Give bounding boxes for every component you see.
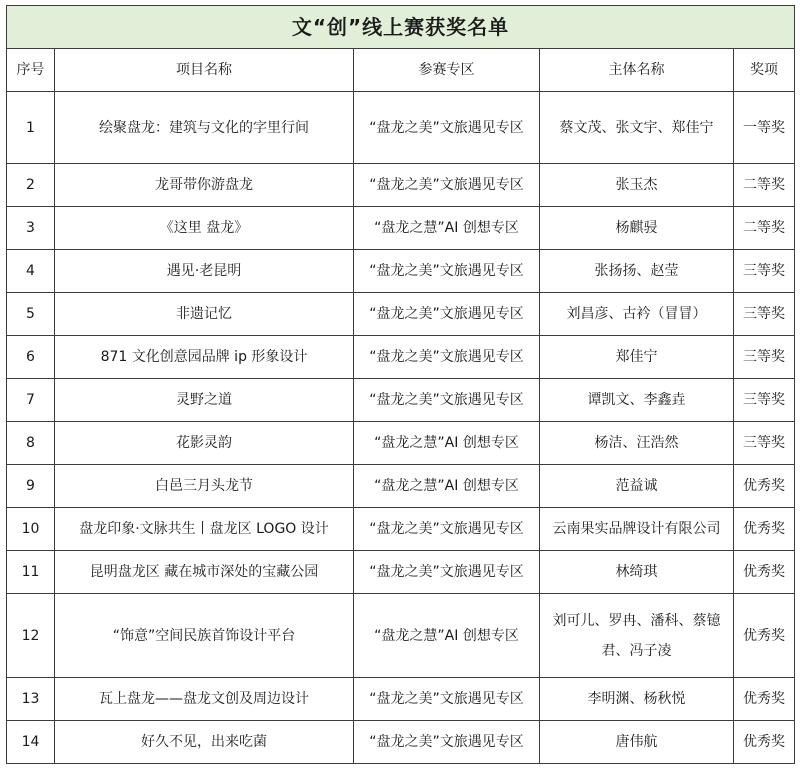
zone: “盘龙之美”文旅遇见专区 — [354, 164, 540, 207]
row-index: 3 — [7, 207, 55, 250]
award: 三等奖 — [734, 336, 795, 379]
entrant: 刘昌彦、古衿（冒冒） — [540, 293, 734, 336]
table-row — [7, 164, 795, 207]
project-name: 盘龙印象·文脉共生丨盘龙区 LOGO 设计 — [55, 508, 354, 551]
zone: “盘龙之美”文旅遇见专区 — [354, 508, 540, 551]
entrant: 张玉杰 — [540, 164, 734, 207]
table-row — [7, 293, 795, 336]
table-row — [7, 465, 795, 508]
entrant: 云南果实品牌设计有限公司 — [540, 508, 734, 551]
title-row — [7, 6, 795, 49]
zone: “盘龙之美”文旅遇见专区 — [354, 551, 540, 594]
zone: “盘龙之慧”AI 创想专区 — [354, 207, 540, 250]
award: 一等奖 — [734, 92, 795, 164]
row-index: 2 — [7, 164, 55, 207]
project-name: 白邑三月头龙节 — [55, 465, 354, 508]
table-row — [7, 422, 795, 465]
award-table — [6, 5, 795, 764]
table-title: 文“创”线上赛获奖名单 — [7, 6, 795, 49]
entrant: 蔡文茂、张文宇、郑佳宁 — [540, 92, 734, 164]
row-index: 10 — [7, 508, 55, 551]
row-index: 14 — [7, 721, 55, 764]
table-row — [7, 721, 795, 764]
header-entrant: 主体名称 — [540, 49, 734, 92]
award: 优秀奖 — [734, 678, 795, 721]
award: 优秀奖 — [734, 508, 795, 551]
entrant: 张扬扬、赵莹 — [540, 250, 734, 293]
entrant: 林绮琪 — [540, 551, 734, 594]
entrant: 李明渊、杨秋悦 — [540, 678, 734, 721]
header-project-name: 项目名称 — [55, 49, 354, 92]
row-index: 4 — [7, 250, 55, 293]
zone: “盘龙之慧”AI 创想专区 — [354, 465, 540, 508]
award: 二等奖 — [734, 207, 795, 250]
header-zone: 参赛专区 — [354, 49, 540, 92]
entrant: 谭凯文、李鑫垚 — [540, 379, 734, 422]
project-name: 绘聚盘龙：建筑与文化的字里行间 — [55, 92, 354, 164]
table-row — [7, 207, 795, 250]
row-index: 8 — [7, 422, 55, 465]
project-name: 871 文化创意园品牌 ip 形象设计 — [55, 336, 354, 379]
table-row — [7, 336, 795, 379]
zone: “盘龙之美”文旅遇见专区 — [354, 293, 540, 336]
project-name: 昆明盘龙区 藏在城市深处的宝藏公园 — [55, 551, 354, 594]
entrant: 刘可儿、罗冉、潘科、蔡镱君、冯子凌 — [540, 594, 734, 678]
project-name: “饰意”空间民族首饰设计平台 — [55, 594, 354, 678]
zone: “盘龙之美”文旅遇见专区 — [354, 379, 540, 422]
zone: “盘龙之美”文旅遇见专区 — [354, 336, 540, 379]
project-name: 《这里 盘龙》 — [55, 207, 354, 250]
zone: “盘龙之慧”AI 创想专区 — [354, 422, 540, 465]
row-index: 13 — [7, 678, 55, 721]
table-row — [7, 508, 795, 551]
award: 优秀奖 — [734, 594, 795, 678]
table-row — [7, 551, 795, 594]
table-row — [7, 678, 795, 721]
award: 三等奖 — [734, 250, 795, 293]
zone: “盘龙之慧”AI 创想专区 — [354, 594, 540, 678]
zone: “盘龙之美”文旅遇见专区 — [354, 678, 540, 721]
entrant: 唐伟航 — [540, 721, 734, 764]
zone: “盘龙之美”文旅遇见专区 — [354, 92, 540, 164]
award-list-sheet — [6, 5, 794, 764]
row-index: 6 — [7, 336, 55, 379]
project-name: 花影灵韵 — [55, 422, 354, 465]
row-index: 12 — [7, 594, 55, 678]
project-name: 龙哥带你游盘龙 — [55, 164, 354, 207]
project-name: 遇见·老昆明 — [55, 250, 354, 293]
entrant: 杨麒骎 — [540, 207, 734, 250]
row-index: 5 — [7, 293, 55, 336]
entrant: 郑佳宁 — [540, 336, 734, 379]
header-row — [7, 49, 795, 92]
award: 三等奖 — [734, 379, 795, 422]
award: 优秀奖 — [734, 465, 795, 508]
table-body — [7, 92, 795, 764]
row-index: 9 — [7, 465, 55, 508]
project-name: 灵野之道 — [55, 379, 354, 422]
award: 优秀奖 — [734, 721, 795, 764]
row-index: 7 — [7, 379, 55, 422]
table-row — [7, 379, 795, 422]
project-name: 好久不见，出来吃菌 — [55, 721, 354, 764]
header-award: 奖项 — [734, 49, 795, 92]
award: 三等奖 — [734, 293, 795, 336]
entrant: 范益诚 — [540, 465, 734, 508]
table-row — [7, 594, 795, 678]
project-name: 非遗记忆 — [55, 293, 354, 336]
project-name: 瓦上盘龙——盘龙文创及周边设计 — [55, 678, 354, 721]
row-index: 1 — [7, 92, 55, 164]
zone: “盘龙之美”文旅遇见专区 — [354, 250, 540, 293]
award: 二等奖 — [734, 164, 795, 207]
entrant: 杨洁、汪浩然 — [540, 422, 734, 465]
header-index: 序号 — [7, 49, 55, 92]
table-row — [7, 250, 795, 293]
zone: “盘龙之美”文旅遇见专区 — [354, 721, 540, 764]
table-row — [7, 92, 795, 164]
award: 优秀奖 — [734, 551, 795, 594]
row-index: 11 — [7, 551, 55, 594]
award: 三等奖 — [734, 422, 795, 465]
